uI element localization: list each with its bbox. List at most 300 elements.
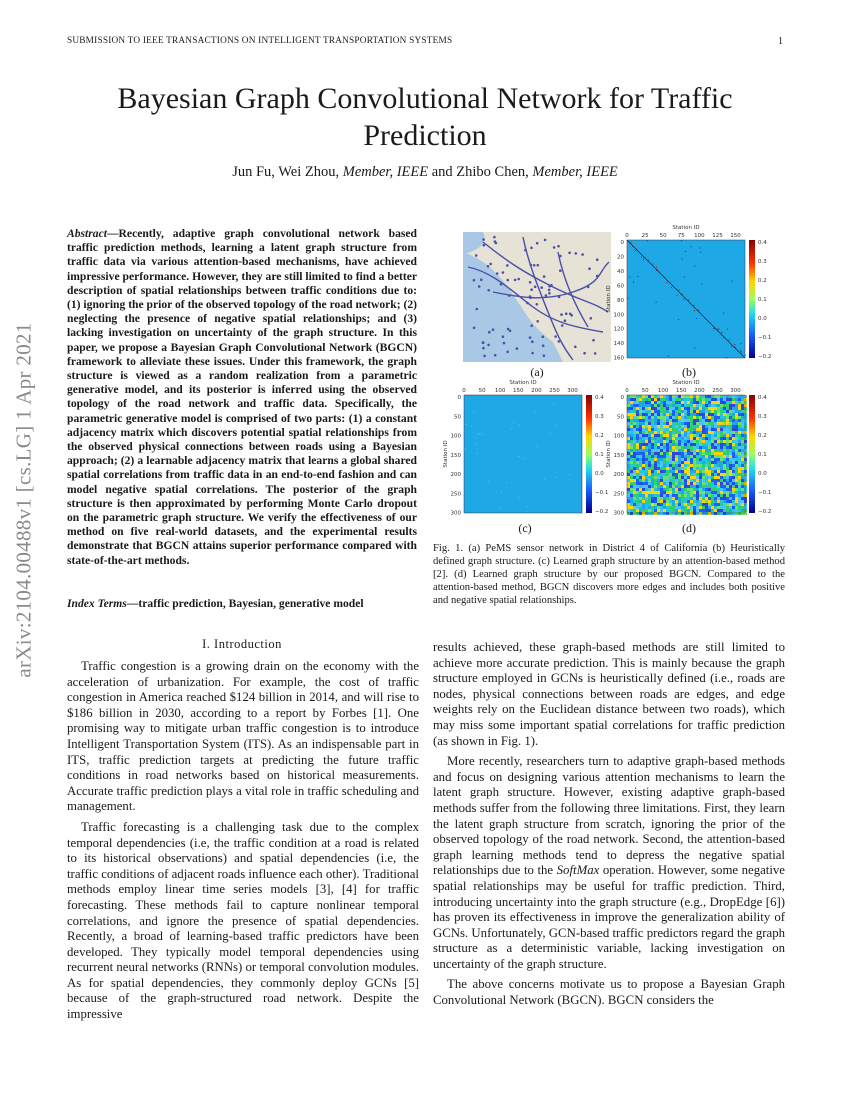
heat-cell <box>735 452 738 455</box>
heat-cell <box>666 413 669 416</box>
heat-cell <box>714 440 717 443</box>
heat-cell <box>642 500 645 503</box>
heat-cell <box>663 395 666 398</box>
heat-cell <box>630 395 633 398</box>
heat-cell <box>708 500 711 503</box>
edge-cell <box>713 328 714 329</box>
heat-cell <box>699 476 702 479</box>
heat-cell <box>636 443 639 446</box>
heat-cell <box>684 482 687 485</box>
heat-cell <box>669 434 672 437</box>
edge-cell <box>732 281 733 282</box>
heat-cell <box>714 413 717 416</box>
heat-cell <box>645 401 648 404</box>
heat-cell <box>690 401 693 404</box>
heat-cell <box>654 476 657 479</box>
heat-cell <box>699 497 702 500</box>
heat-cell <box>723 410 726 413</box>
colorbar-tick: 0.4 <box>595 395 604 401</box>
heat-cell <box>627 404 630 407</box>
heat-cell <box>735 437 738 440</box>
edge-cell <box>537 446 538 447</box>
heat-cell <box>717 413 720 416</box>
heat-cell <box>702 491 705 494</box>
heat-cell <box>735 434 738 437</box>
heat-cell <box>699 488 702 491</box>
heat-cell <box>690 425 693 428</box>
heat-cell <box>657 476 660 479</box>
heat-cell <box>696 398 699 401</box>
heat-cell <box>708 419 711 422</box>
heat-cell <box>699 455 702 458</box>
edge-cell <box>659 272 660 273</box>
heat-cell <box>633 401 636 404</box>
heat-cell <box>705 458 708 461</box>
heat-cell <box>693 497 696 500</box>
heat-cell <box>630 479 633 482</box>
heat-cell <box>669 494 672 497</box>
edge-cell <box>629 277 630 278</box>
sensor-dot <box>516 347 519 350</box>
heat-cell <box>741 449 744 452</box>
heat-cell <box>690 413 693 416</box>
heat-cell <box>726 428 729 431</box>
heat-cell <box>669 509 672 512</box>
heat-cell <box>717 500 720 503</box>
heat-cell <box>648 467 651 470</box>
heat-cell <box>660 497 663 500</box>
heat-cell <box>642 416 645 419</box>
heat-cell <box>684 503 687 506</box>
heat-cell <box>702 401 705 404</box>
edge-cell <box>656 302 657 303</box>
heat-cell <box>654 488 657 491</box>
heat-cell <box>684 512 687 515</box>
sensor-dot <box>526 302 529 305</box>
heat-cell <box>645 503 648 506</box>
heat-cell <box>696 461 699 464</box>
heat-cell <box>636 401 639 404</box>
heat-cell <box>642 443 645 446</box>
heat-cell <box>741 407 744 410</box>
heat-cell <box>729 416 732 419</box>
sensor-dot <box>529 295 532 298</box>
heat-cell <box>708 410 711 413</box>
heat-cell <box>639 497 642 500</box>
y-tick: 300 <box>613 510 624 517</box>
sensor-dot <box>545 294 548 297</box>
heat-cell <box>687 473 690 476</box>
heat-cell <box>684 401 687 404</box>
heat-cell <box>735 404 738 407</box>
heat-cell <box>639 479 642 482</box>
heat-cell <box>651 422 654 425</box>
heat-cell <box>633 404 636 407</box>
sensor-dot <box>587 286 590 289</box>
heat-cell <box>672 413 675 416</box>
sensor-dot <box>476 308 479 311</box>
heat-cell <box>672 458 675 461</box>
heat-cell <box>666 395 669 398</box>
heat-cell <box>654 395 657 398</box>
heat-cell <box>696 497 699 500</box>
heat-cell <box>630 464 633 467</box>
heat-cell <box>738 494 741 497</box>
heat-cell <box>720 503 723 506</box>
heat-cell <box>705 461 708 464</box>
heat-cell <box>666 476 669 479</box>
x-tick: 100 <box>694 233 705 239</box>
heat-cell <box>741 452 744 455</box>
heat-cell <box>654 440 657 443</box>
heat-cell <box>702 467 705 470</box>
heat-cell <box>630 449 633 452</box>
edge-cell <box>534 412 535 413</box>
heat-cell <box>696 473 699 476</box>
authors-part: and Zhibo Chen, <box>428 164 533 180</box>
heat-cell <box>741 422 744 425</box>
heat-cell <box>735 431 738 434</box>
heat-cell <box>705 422 708 425</box>
x-tick: 50 <box>641 388 649 394</box>
heat-cell <box>741 410 744 413</box>
heat-cell <box>726 506 729 509</box>
heat-cell <box>705 491 708 494</box>
heat-cell <box>651 488 654 491</box>
heat-cell <box>684 440 687 443</box>
heat-cell <box>690 482 693 485</box>
heat-cell <box>738 488 741 491</box>
heat-cell <box>681 428 684 431</box>
heat-cell <box>732 440 735 443</box>
sensor-dot <box>487 344 490 347</box>
heat-cell <box>726 473 729 476</box>
heat-cell <box>732 467 735 470</box>
heat-cell <box>672 509 675 512</box>
heat-cell <box>675 464 678 467</box>
edge-cell <box>477 434 478 435</box>
heat-cell <box>627 446 630 449</box>
heat-cell <box>660 446 663 449</box>
heat-cell <box>627 407 630 410</box>
heat-cell <box>660 494 663 497</box>
heat-cell <box>660 395 663 398</box>
heat-cell <box>654 464 657 467</box>
axis-title-x: Station ID <box>672 380 700 386</box>
heat-cell <box>648 446 651 449</box>
heat-cell <box>681 467 684 470</box>
heat-cell <box>732 458 735 461</box>
heat-cell <box>660 509 663 512</box>
heat-cell <box>723 425 726 428</box>
heat-cell <box>678 422 681 425</box>
heat-cell <box>651 416 654 419</box>
heat-cell <box>702 473 705 476</box>
heat-cell <box>675 467 678 470</box>
heat-cell <box>699 422 702 425</box>
heat-cell <box>729 503 732 506</box>
heat-cell <box>669 482 672 485</box>
heat-cell <box>654 452 657 455</box>
heat-cell <box>654 479 657 482</box>
heat-cell <box>630 422 633 425</box>
heat-cell <box>690 440 693 443</box>
heat-cell <box>639 443 642 446</box>
heat-cell <box>690 473 693 476</box>
heat-cell <box>717 434 720 437</box>
heat-cell <box>708 506 711 509</box>
heat-cell <box>639 506 642 509</box>
heat-cell <box>633 470 636 473</box>
heat-cell <box>723 452 726 455</box>
heat-cell <box>639 449 642 452</box>
heat-cell <box>684 449 687 452</box>
heat-cell <box>630 428 633 431</box>
sensor-dot <box>494 354 497 357</box>
heat-cell <box>690 446 693 449</box>
heat-cell <box>720 404 723 407</box>
heat-cell <box>741 434 744 437</box>
heat-cell <box>672 455 675 458</box>
heat-cell <box>657 464 660 467</box>
heat-cell <box>660 491 663 494</box>
heat-cell <box>720 437 723 440</box>
heat-cell <box>732 464 735 467</box>
heat-cell <box>651 473 654 476</box>
heat-cell <box>729 461 732 464</box>
heat-cell <box>732 473 735 476</box>
heat-cell <box>687 404 690 407</box>
heat-cell <box>636 488 639 491</box>
arxiv-id: arXiv:2104.00488v1 [cs.LG] 1 Apr 2021 <box>11 322 36 678</box>
heat-cell <box>681 416 684 419</box>
sensor-dot <box>492 328 495 331</box>
heat-cell <box>729 452 732 455</box>
heat-cell <box>696 491 699 494</box>
heat-cell <box>729 488 732 491</box>
heat-cell <box>702 449 705 452</box>
heat-cell <box>681 491 684 494</box>
heat-cell <box>627 509 630 512</box>
fig-label-a: (a) <box>530 365 544 379</box>
heat-cell <box>666 488 669 491</box>
heat-cell <box>684 470 687 473</box>
heat-cell <box>729 497 732 500</box>
heat-cell <box>696 440 699 443</box>
heat-cell <box>720 497 723 500</box>
heat-cell <box>687 401 690 404</box>
heat-cell <box>639 410 642 413</box>
sensor-dot <box>482 341 485 344</box>
heat-cell <box>666 479 669 482</box>
heat-cell <box>690 398 693 401</box>
heat-cell <box>684 437 687 440</box>
sensor-dot <box>553 246 556 249</box>
heat-cell <box>714 497 717 500</box>
heat-cell <box>639 398 642 401</box>
sensor-dot <box>488 331 491 334</box>
heat-cell <box>735 425 738 428</box>
heat-cell <box>663 491 666 494</box>
heat-cell <box>651 413 654 416</box>
heat-cell <box>741 503 744 506</box>
heat-cell <box>645 410 648 413</box>
edge-cell <box>722 332 723 333</box>
heat-cell <box>687 443 690 446</box>
heat-cell <box>699 443 702 446</box>
heat-cell <box>723 407 726 410</box>
heat-cell <box>744 425 747 428</box>
heat-cell <box>729 506 732 509</box>
heat-cell <box>681 452 684 455</box>
heat-cell <box>717 503 720 506</box>
heat-cell <box>666 467 669 470</box>
heat-cell <box>699 416 702 419</box>
heat-cell <box>720 491 723 494</box>
heat-cell <box>666 434 669 437</box>
heat-cell <box>738 443 741 446</box>
heat-cell <box>705 446 708 449</box>
heat-cell <box>735 401 738 404</box>
heat-cell <box>720 410 723 413</box>
heat-cell <box>648 419 651 422</box>
x-tick: 0 <box>625 388 629 394</box>
sensor-dot <box>592 339 595 342</box>
colorbar-tick: −0.2 <box>758 509 772 515</box>
heat-cell <box>675 482 678 485</box>
heat-cell <box>657 500 660 503</box>
heat-cell <box>705 464 708 467</box>
heat-cell <box>627 398 630 401</box>
heat-cell <box>696 434 699 437</box>
heat-cell <box>693 458 696 461</box>
heat-cell <box>687 449 690 452</box>
heat-cell <box>660 479 663 482</box>
heat-cell <box>735 494 738 497</box>
heat-cell <box>666 512 669 515</box>
x-tick: 50 <box>478 388 486 394</box>
heat-cell <box>630 512 633 515</box>
heat-cell <box>675 503 678 506</box>
heat-cell <box>684 485 687 488</box>
heat-cell <box>735 422 738 425</box>
heat-cell <box>672 512 675 515</box>
heat-cell <box>663 443 666 446</box>
x-tick: 250 <box>712 388 723 394</box>
heat-cell <box>705 425 708 428</box>
heat-cell <box>672 470 675 473</box>
heat-cell <box>696 485 699 488</box>
heat-cell <box>735 482 738 485</box>
heat-cell <box>705 476 708 479</box>
heat-cell <box>687 479 690 482</box>
heat-cell <box>657 410 660 413</box>
heat-cell <box>681 497 684 500</box>
heat-cell <box>675 512 678 515</box>
x-tick: 300 <box>567 388 578 394</box>
heat-cell <box>627 464 630 467</box>
edge-cell <box>556 477 557 478</box>
heat-cell <box>648 470 651 473</box>
heat-cell <box>720 470 723 473</box>
heat-cell <box>642 473 645 476</box>
heat-cell <box>690 437 693 440</box>
heat-cell <box>687 446 690 449</box>
heat-cell <box>741 512 744 515</box>
heat-cell <box>627 470 630 473</box>
heat-cell <box>693 425 696 428</box>
heat-cell <box>732 491 735 494</box>
heat-cell <box>669 479 672 482</box>
heat-cell <box>675 461 678 464</box>
heat-cell <box>666 500 669 503</box>
heat-cell <box>717 398 720 401</box>
heat-cell <box>729 470 732 473</box>
heat-cell <box>663 509 666 512</box>
heat-cell <box>726 503 729 506</box>
heat-cell <box>738 497 741 500</box>
heat-cell <box>648 455 651 458</box>
heat-cell <box>687 494 690 497</box>
heat-cell <box>732 431 735 434</box>
edge-cell <box>474 412 475 413</box>
sensor-dot <box>517 278 520 281</box>
heat-cell <box>726 401 729 404</box>
heat-cell <box>720 509 723 512</box>
heat-cell <box>738 395 741 398</box>
heat-cell <box>702 422 705 425</box>
heat-cell <box>627 488 630 491</box>
heat-cell <box>702 398 705 401</box>
heat-cell <box>651 479 654 482</box>
heat-cell <box>654 503 657 506</box>
heat-cell <box>711 503 714 506</box>
heat-cell <box>675 446 678 449</box>
heat-cell <box>672 494 675 497</box>
heat-cell <box>666 419 669 422</box>
edge-cell <box>700 247 701 248</box>
heat-cell <box>708 404 711 407</box>
heat-cell <box>672 410 675 413</box>
heat-cell <box>642 485 645 488</box>
heat-cell <box>660 452 663 455</box>
heatmap-area <box>464 395 582 513</box>
heat-cell <box>672 395 675 398</box>
heat-cell <box>630 488 633 491</box>
edge-cell <box>682 259 683 260</box>
heat-cell <box>729 446 732 449</box>
heat-cell <box>732 455 735 458</box>
heat-cell <box>642 491 645 494</box>
heat-cell <box>708 446 711 449</box>
heat-cell <box>672 464 675 467</box>
heat-cell <box>639 494 642 497</box>
heat-cell <box>711 452 714 455</box>
heat-cell <box>657 509 660 512</box>
heat-cell <box>645 461 648 464</box>
heat-cell <box>642 509 645 512</box>
heat-cell <box>723 476 726 479</box>
edge-cell <box>476 449 477 450</box>
heat-cell <box>726 443 729 446</box>
heat-cell <box>636 491 639 494</box>
heat-cell <box>660 461 663 464</box>
heat-cell <box>720 440 723 443</box>
colorbar-tick: 0.2 <box>758 278 767 284</box>
heat-cell <box>738 452 741 455</box>
heat-cell <box>648 503 651 506</box>
heat-cell <box>669 401 672 404</box>
